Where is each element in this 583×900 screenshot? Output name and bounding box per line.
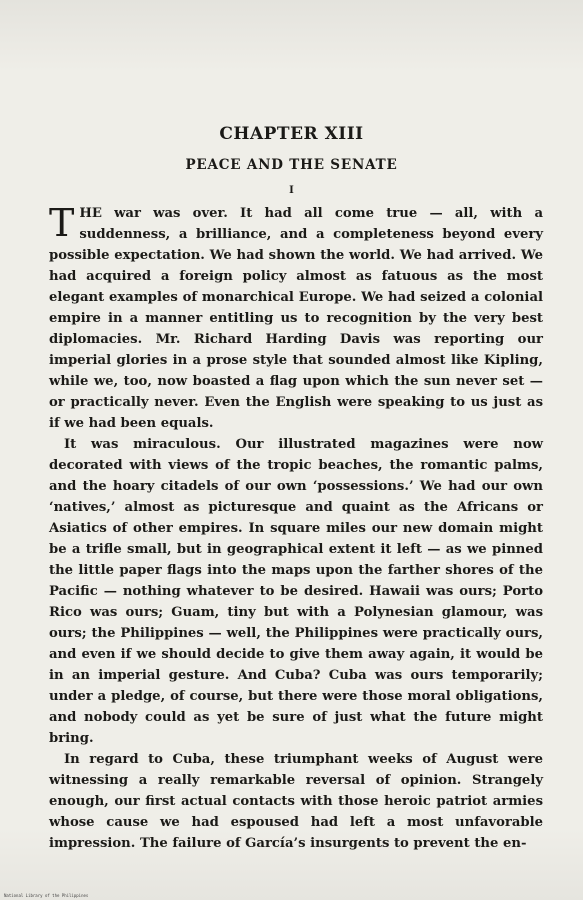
paragraph-2: It was miraculous. Our illustrated magazines were now decorated with views of the tropic beaches, the romantic palms, and the hoary citadels of our own ‘possessions.’ We had our own ‘natives,’ almost as picturesque and quaint as the Africans or Asiatics of other empires. In square miles our new domain might be a trifle small, but in geographical extent it left — as we pinned the little paper flags into the maps upon the farther shores of the Pacific — nothing whatever to be desired. Hawaii was ours; Porto Rico was ours; Guam, tiny but with a Polynesian glamour, was ours; the Philippines — well, the Philippines were practically ours, and even if we should decide to give them away again, it would be in an imperial gesture. And Cuba? Cuba was ours temporarily; under a pledge, of course, but there were those moral obligations, and nobody could as yet be sure of just what the future might bring.: [49, 437, 543, 746]
section-number: I: [289, 185, 294, 196]
paragraph-1-text: HE war was over. It had all come true — all, with a suddenness, a brilliance, and a completeness beyond every possible expectation. We had shown the world. We had arrived. We had acquired a foreign policy almost as fatuous as the most elegant examples of monarchical Europe. We had seized a colonial empire in a manner entitling us to recognition by the very best diplomacies. Mr. Richard Harding Davis was reporting our imperial glories in a prose style that sounded almost like Kipling, while we, too, now boasted a flag upon which the sun never set — or practically never. Even the English were speaking to us just as if we had been equals.: [49, 206, 543, 431]
scan-footer: National Library of the Philippines: [4, 893, 89, 898]
paragraph-1: [49, 203, 543, 434]
chapter-title: PEACE AND THE SENATE: [185, 157, 398, 173]
drop-cap: T: [49, 201, 75, 245]
paragraph-3: In regard to Cuba, these triumphant weeks of August were witnessing a really remarkable reversal of opinion. Strangely enough, our first actual contacts with those heroic patriot armies whose cause we had espoused had left a most unfavorable impression. The failure of García’s insurgents to prevent the en-: [49, 752, 543, 851]
chapter-heading: CHAPTER XIII: [219, 124, 364, 144]
body-text: [49, 203, 543, 854]
